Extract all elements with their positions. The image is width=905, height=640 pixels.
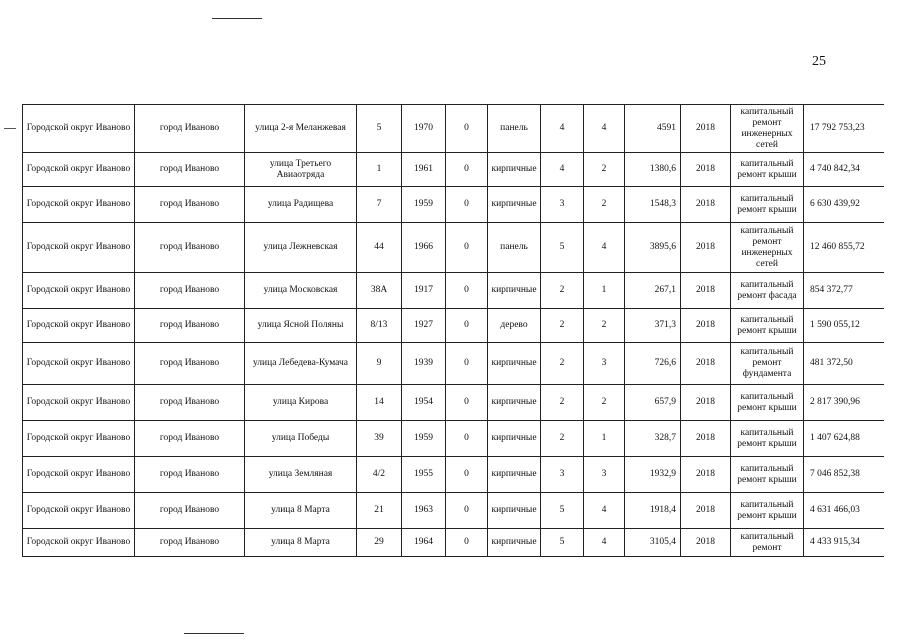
floors-cell: 5 (541, 529, 584, 557)
entrances-cell: 3 (584, 457, 625, 493)
work-type-cell: капитальный ремонт инженерных сетей (731, 223, 804, 273)
build-year-cell: 1959 (402, 187, 446, 223)
entrances-cell: 4 (584, 105, 625, 153)
street-cell: улица 2-я Меланжевая (245, 105, 357, 153)
floors-cell: 5 (541, 223, 584, 273)
entrances-cell: 3 (584, 343, 625, 385)
work-type-cell: капитальный ремонт крыши (731, 457, 804, 493)
plan-year-cell: 2018 (681, 105, 731, 153)
settlement-cell: город Иваново (135, 385, 245, 421)
build-year-cell: 1963 (402, 493, 446, 529)
entrances-cell: 1 (584, 273, 625, 309)
plan-year-cell: 2018 (681, 223, 731, 273)
municipality-cell: Городской округ Иваново (23, 343, 135, 385)
wall-material-cell: кирпичные (488, 457, 541, 493)
work-type-cell: капитальный ремонт крыши (731, 421, 804, 457)
flag-cell: 0 (446, 223, 488, 273)
cost-cell: 6 630 439,92 (804, 187, 885, 223)
floors-cell: 2 (541, 309, 584, 343)
street-cell: улица Лебедева-Кумача (245, 343, 357, 385)
floors-cell: 4 (541, 105, 584, 153)
floors-cell: 2 (541, 421, 584, 457)
flag-cell: 0 (446, 309, 488, 343)
area-cell: 267,1 (625, 273, 681, 309)
entrances-cell: 4 (584, 529, 625, 557)
entrances-cell: 2 (584, 385, 625, 421)
table-row (23, 309, 885, 343)
table-row (23, 153, 885, 187)
cost-cell: 854 372,77 (804, 273, 885, 309)
house-number-cell: 39 (357, 421, 402, 457)
house-number-cell: 7 (357, 187, 402, 223)
build-year-cell: 1927 (402, 309, 446, 343)
work-type-cell: капитальный ремонт (731, 529, 804, 557)
wall-material-cell: панель (488, 105, 541, 153)
page-number: 25 (812, 54, 826, 69)
table-row (23, 385, 885, 421)
settlement-cell: город Иваново (135, 343, 245, 385)
street-cell: улица Земляная (245, 457, 357, 493)
municipality-cell: Городской округ Иваново (23, 529, 135, 557)
table-container (22, 104, 884, 557)
entrances-cell: 2 (584, 187, 625, 223)
build-year-cell: 1955 (402, 457, 446, 493)
municipality-cell: Городской округ Иваново (23, 385, 135, 421)
flag-cell: 0 (446, 457, 488, 493)
house-number-cell: 8/13 (357, 309, 402, 343)
work-type-cell: капитальный ремонт инженерных сетей (731, 105, 804, 153)
wall-material-cell: кирпичные (488, 421, 541, 457)
plan-year-cell: 2018 (681, 187, 731, 223)
build-year-cell: 1939 (402, 343, 446, 385)
area-cell: 1380,6 (625, 153, 681, 187)
wall-material-cell: кирпичные (488, 385, 541, 421)
wall-material-cell: кирпичные (488, 273, 541, 309)
work-type-cell: капитальный ремонт крыши (731, 153, 804, 187)
cost-cell: 4 433 915,34 (804, 529, 885, 557)
floors-cell: 4 (541, 153, 584, 187)
area-cell: 4591 (625, 105, 681, 153)
settlement-cell: город Иваново (135, 457, 245, 493)
house-number-cell: 4/2 (357, 457, 402, 493)
cost-cell: 1 590 055,12 (804, 309, 885, 343)
house-number-cell: 38А (357, 273, 402, 309)
floors-cell: 2 (541, 273, 584, 309)
flag-cell: 0 (446, 273, 488, 309)
municipality-cell: Городской округ Иваново (23, 223, 135, 273)
floors-cell: 5 (541, 493, 584, 529)
table-row (23, 343, 885, 385)
entrances-cell: 1 (584, 421, 625, 457)
street-cell: улица Кирова (245, 385, 357, 421)
work-type-cell: капитальный ремонт крыши (731, 385, 804, 421)
cost-cell: 1 407 624,88 (804, 421, 885, 457)
table-row (23, 105, 885, 153)
cost-cell: 4 740 842,34 (804, 153, 885, 187)
wall-material-cell: кирпичные (488, 493, 541, 529)
area-cell: 328,7 (625, 421, 681, 457)
wall-material-cell: кирпичные (488, 153, 541, 187)
house-number-cell: 9 (357, 343, 402, 385)
plan-year-cell: 2018 (681, 153, 731, 187)
settlement-cell: город Иваново (135, 309, 245, 343)
scan-line-top (212, 18, 262, 19)
area-cell: 1918,4 (625, 493, 681, 529)
plan-year-cell: 2018 (681, 273, 731, 309)
area-cell: 726,6 (625, 343, 681, 385)
settlement-cell: город Иваново (135, 153, 245, 187)
street-cell: улица 8 Марта (245, 529, 357, 557)
entrances-cell: 4 (584, 493, 625, 529)
entrances-cell: 2 (584, 309, 625, 343)
flag-cell: 0 (446, 153, 488, 187)
wall-material-cell: кирпичные (488, 529, 541, 557)
flag-cell: 0 (446, 421, 488, 457)
street-cell: улица Третьего Авиаотряда (245, 153, 357, 187)
plan-year-cell: 2018 (681, 385, 731, 421)
area-cell: 1932,9 (625, 457, 681, 493)
plan-year-cell: 2018 (681, 421, 731, 457)
table-row (23, 187, 885, 223)
scan-line-bottom (184, 633, 244, 634)
street-cell: улица Московская (245, 273, 357, 309)
plan-year-cell: 2018 (681, 529, 731, 557)
build-year-cell: 1970 (402, 105, 446, 153)
plan-year-cell: 2018 (681, 457, 731, 493)
floors-cell: 2 (541, 385, 584, 421)
plan-year-cell: 2018 (681, 493, 731, 529)
table-row (23, 493, 885, 529)
table-row (23, 223, 885, 273)
settlement-cell: город Иваново (135, 273, 245, 309)
house-number-cell: 29 (357, 529, 402, 557)
flag-cell: 0 (446, 343, 488, 385)
table-row (23, 421, 885, 457)
build-year-cell: 1917 (402, 273, 446, 309)
settlement-cell: город Иваново (135, 105, 245, 153)
cost-cell: 4 631 466,03 (804, 493, 885, 529)
house-number-cell: 14 (357, 385, 402, 421)
flag-cell: 0 (446, 385, 488, 421)
street-cell: улица Радищева (245, 187, 357, 223)
work-type-cell: капитальный ремонт крыши (731, 187, 804, 223)
street-cell: улица 8 Марта (245, 493, 357, 529)
area-cell: 3105,4 (625, 529, 681, 557)
table-row (23, 273, 885, 309)
wall-material-cell: кирпичные (488, 187, 541, 223)
cost-cell: 12 460 855,72 (804, 223, 885, 273)
work-type-cell: капитальный ремонт крыши (731, 309, 804, 343)
municipality-cell: Городской округ Иваново (23, 493, 135, 529)
margin-mark (4, 128, 16, 129)
settlement-cell: город Иваново (135, 187, 245, 223)
municipality-cell: Городской округ Иваново (23, 187, 135, 223)
build-year-cell: 1964 (402, 529, 446, 557)
area-cell: 371,3 (625, 309, 681, 343)
wall-material-cell: дерево (488, 309, 541, 343)
street-cell: улица Победы (245, 421, 357, 457)
house-number-cell: 1 (357, 153, 402, 187)
plan-year-cell: 2018 (681, 309, 731, 343)
municipality-cell: Городской округ Иваново (23, 309, 135, 343)
municipality-cell: Городской округ Иваново (23, 421, 135, 457)
house-number-cell: 44 (357, 223, 402, 273)
build-year-cell: 1966 (402, 223, 446, 273)
wall-material-cell: кирпичные (488, 343, 541, 385)
settlement-cell: город Иваново (135, 529, 245, 557)
area-cell: 1548,3 (625, 187, 681, 223)
floors-cell: 3 (541, 457, 584, 493)
municipality-cell: Городской округ Иваново (23, 457, 135, 493)
house-number-cell: 5 (357, 105, 402, 153)
work-type-cell: капитальный ремонт фасада (731, 273, 804, 309)
flag-cell: 0 (446, 493, 488, 529)
entrances-cell: 2 (584, 153, 625, 187)
housing-repair-table (22, 104, 884, 557)
flag-cell: 0 (446, 529, 488, 557)
table-row (23, 457, 885, 493)
area-cell: 3895,6 (625, 223, 681, 273)
street-cell: улица Лежневская (245, 223, 357, 273)
table-body (23, 105, 885, 557)
municipality-cell: Городской округ Иваново (23, 105, 135, 153)
cost-cell: 17 792 753,23 (804, 105, 885, 153)
municipality-cell: Городской округ Иваново (23, 153, 135, 187)
house-number-cell: 21 (357, 493, 402, 529)
street-cell: улица Ясной Поляны (245, 309, 357, 343)
flag-cell: 0 (446, 105, 488, 153)
work-type-cell: капитальный ремонт фундамента (731, 343, 804, 385)
table-row (23, 529, 885, 557)
build-year-cell: 1954 (402, 385, 446, 421)
build-year-cell: 1961 (402, 153, 446, 187)
plan-year-cell: 2018 (681, 343, 731, 385)
floors-cell: 2 (541, 343, 584, 385)
area-cell: 657,9 (625, 385, 681, 421)
wall-material-cell: панель (488, 223, 541, 273)
cost-cell: 2 817 390,96 (804, 385, 885, 421)
entrances-cell: 4 (584, 223, 625, 273)
cost-cell: 481 372,50 (804, 343, 885, 385)
municipality-cell: Городской округ Иваново (23, 273, 135, 309)
work-type-cell: капитальный ремонт крыши (731, 493, 804, 529)
cost-cell: 7 046 852,38 (804, 457, 885, 493)
settlement-cell: город Иваново (135, 421, 245, 457)
floors-cell: 3 (541, 187, 584, 223)
flag-cell: 0 (446, 187, 488, 223)
settlement-cell: город Иваново (135, 223, 245, 273)
settlement-cell: город Иваново (135, 493, 245, 529)
build-year-cell: 1959 (402, 421, 446, 457)
